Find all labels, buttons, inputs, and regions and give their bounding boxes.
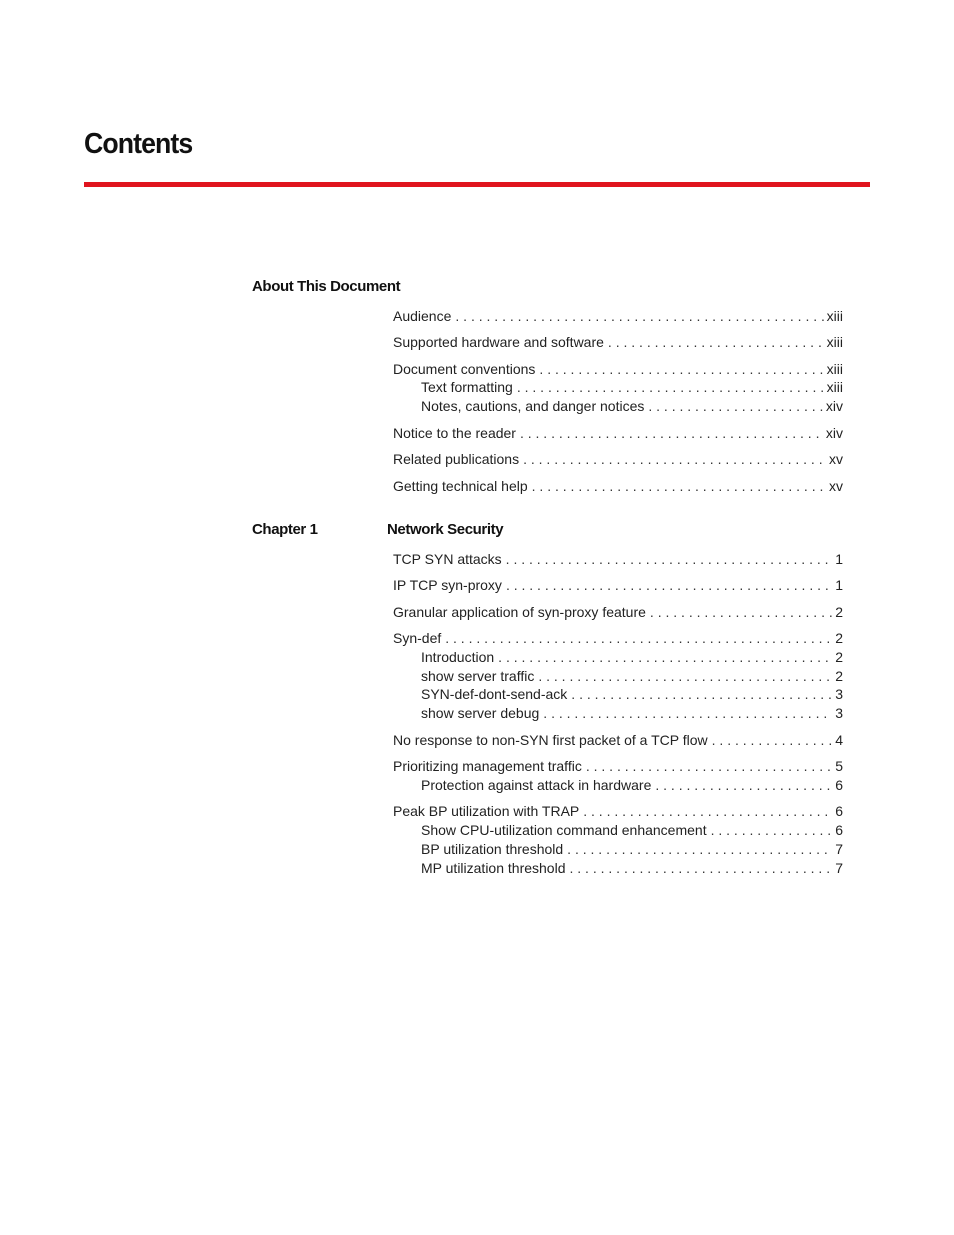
- toc-entry[interactable]: [393, 308, 843, 327]
- dot-leader: [712, 732, 833, 748]
- toc-subentry[interactable]: [421, 822, 843, 841]
- toc-subentry[interactable]: [421, 398, 843, 417]
- toc-entry-page: 6: [835, 777, 843, 793]
- toc-subentry[interactable]: [421, 777, 843, 796]
- toc-entry[interactable]: [393, 758, 843, 777]
- toc-entry-label: Audience: [393, 308, 452, 324]
- toc-entry-page: 2: [835, 649, 843, 665]
- dot-leader: [517, 379, 824, 395]
- toc-entry-label: TCP SYN attacks: [393, 551, 502, 567]
- toc-entry[interactable]: [393, 478, 843, 497]
- dot-leader: [445, 630, 832, 646]
- toc-entry[interactable]: [393, 732, 843, 751]
- toc-entry-page: xiv: [825, 398, 843, 414]
- toc-entry-page: 2: [835, 668, 843, 684]
- page-title: Contents: [84, 128, 193, 160]
- toc-entry-label: Protection against attack in hardware: [421, 777, 652, 793]
- toc-entry-label: No response to non-SYN first packet of a TCP flow: [393, 732, 708, 748]
- toc-entry-label: Related publications: [393, 451, 520, 467]
- toc-entry-page: 1: [835, 551, 843, 567]
- dot-leader: [571, 686, 832, 702]
- dot-leader: [650, 604, 832, 620]
- toc-entry[interactable]: [393, 604, 843, 623]
- dot-leader: [539, 361, 823, 377]
- toc-entry[interactable]: [393, 425, 843, 444]
- toc-entry-label: Supported hardware and software: [393, 334, 604, 350]
- toc-entry[interactable]: [393, 361, 843, 380]
- dot-leader: [543, 705, 832, 721]
- toc-entry-page: xiii: [826, 308, 843, 324]
- toc-entry-label: Document conventions: [393, 361, 536, 377]
- toc-entry-label: BP utilization threshold: [421, 841, 564, 857]
- dot-leader: [711, 822, 833, 838]
- dot-leader: [520, 425, 823, 441]
- toc-entry-page: xiv: [825, 425, 843, 441]
- dot-leader: [655, 777, 832, 793]
- toc-entry-label: Peak BP utilization with TRAP: [393, 803, 580, 819]
- dot-leader: [567, 841, 832, 857]
- toc-entry-label: Introduction: [421, 649, 495, 665]
- toc-entry-page: 4: [835, 732, 843, 748]
- toc-subentry[interactable]: [421, 860, 843, 879]
- toc-entry-label: Prioritizing management traffic: [393, 758, 582, 774]
- toc-entry-label: Granular application of syn-proxy feature: [393, 604, 646, 620]
- toc-entry[interactable]: [393, 551, 843, 570]
- toc-entry-label: MP utilization threshold: [421, 860, 566, 876]
- dot-leader: [586, 758, 832, 774]
- dot-leader: [498, 649, 832, 665]
- toc-entry-page: 2: [835, 604, 843, 620]
- chapter-label: Chapter 1: [252, 521, 318, 538]
- toc-entry[interactable]: [393, 334, 843, 353]
- toc-entry-page: xiii: [826, 379, 843, 395]
- toc-entry-page: 1: [835, 577, 843, 593]
- toc-entry-label: show server debug: [421, 705, 540, 721]
- toc-entry-page: 6: [835, 822, 843, 838]
- dot-leader: [532, 478, 826, 494]
- toc-subentry[interactable]: [421, 686, 843, 705]
- toc-entry-page: 6: [835, 803, 843, 819]
- toc-entry-page: xv: [829, 451, 843, 467]
- toc-entry-page: 7: [835, 860, 843, 876]
- toc-entry-page: 3: [835, 686, 843, 702]
- toc-entry-page: 5: [835, 758, 843, 774]
- dot-leader: [608, 334, 824, 350]
- toc-entry-page: 3: [835, 705, 843, 721]
- dot-leader: [583, 803, 832, 819]
- toc-entry-label: IP TCP syn-proxy: [393, 577, 502, 593]
- dot-leader: [538, 668, 832, 684]
- title-rule: [84, 182, 870, 187]
- toc-entry-label: Text formatting: [421, 379, 513, 395]
- toc-subentry[interactable]: [421, 379, 843, 398]
- dot-leader: [455, 308, 823, 324]
- dot-leader: [523, 451, 826, 467]
- toc-entry[interactable]: [393, 451, 843, 470]
- toc-subentry[interactable]: [421, 705, 843, 724]
- toc-entry-label: Syn-def: [393, 630, 442, 646]
- toc-subentry[interactable]: [421, 841, 843, 860]
- section-heading-about[interactable]: About This Document: [252, 278, 401, 295]
- toc-entry[interactable]: [393, 803, 843, 822]
- toc-entry-page: xiii: [826, 334, 843, 350]
- toc-entry-page: 7: [835, 841, 843, 857]
- toc-entry-page: 2: [835, 630, 843, 646]
- toc-entry-label: Notes, cautions, and danger notices: [421, 398, 645, 414]
- dot-leader: [506, 551, 833, 567]
- toc-entry-label: show server traffic: [421, 668, 535, 684]
- toc-entry-label: Show CPU-utilization command enhancement: [421, 822, 707, 838]
- toc-entry-page: xiii: [826, 361, 843, 377]
- toc-entry[interactable]: [393, 630, 843, 649]
- section-heading-network-security[interactable]: Network Security: [387, 521, 504, 538]
- toc-subentry[interactable]: [421, 668, 843, 687]
- toc-entry[interactable]: [393, 577, 843, 596]
- toc-entry-label: Notice to the reader: [393, 425, 516, 441]
- dot-leader: [506, 577, 832, 593]
- toc-subentry[interactable]: [421, 649, 843, 668]
- toc-entry-page: xv: [829, 478, 843, 494]
- dot-leader: [648, 398, 823, 414]
- dot-leader: [569, 860, 832, 876]
- toc-entry-label: Getting technical help: [393, 478, 528, 494]
- toc-entry-label: SYN-def-dont-send-ack: [421, 686, 568, 702]
